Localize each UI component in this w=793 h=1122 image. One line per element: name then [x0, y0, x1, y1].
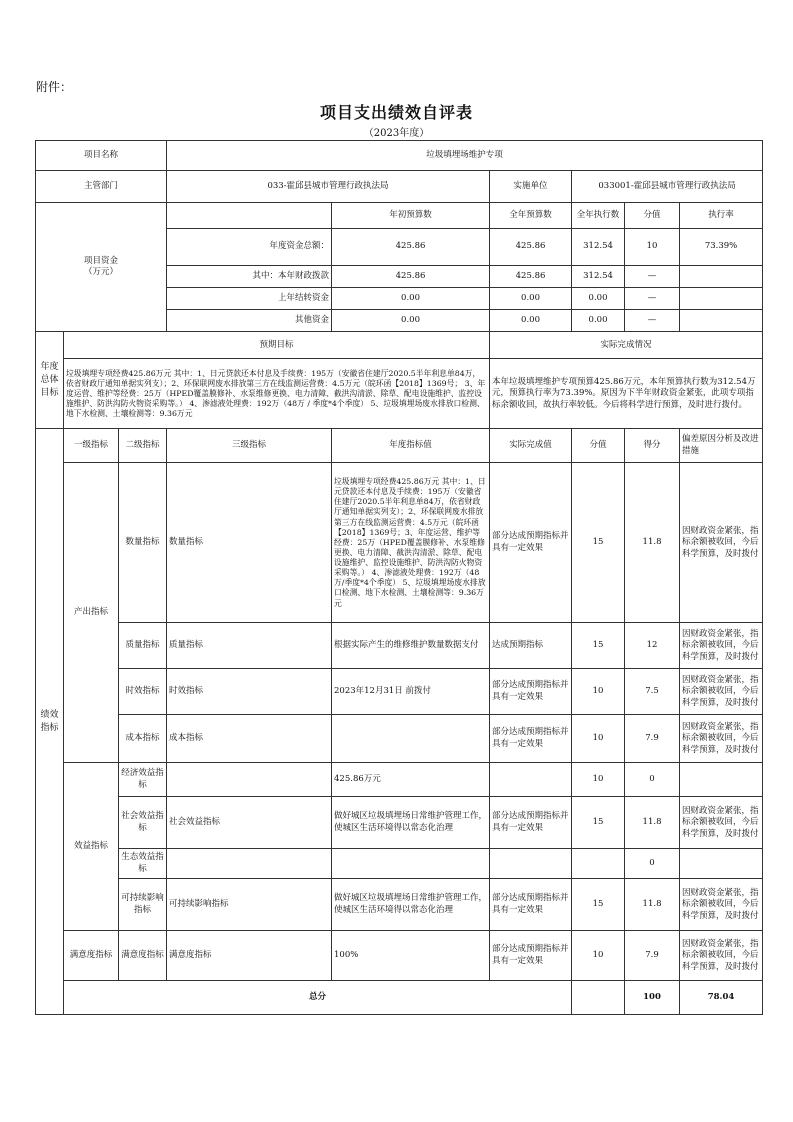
page-title: 项目支出绩效自评表	[319, 103, 473, 122]
ind-l3	[167, 763, 332, 797]
ind-l2: 数量指标	[119, 463, 167, 623]
ind-actual: 部分达成预期指标并具有一定效果	[490, 879, 572, 931]
ind-header-target: 年度指标值	[332, 429, 490, 463]
ind-actual	[490, 849, 572, 879]
funds-header-initial: 年初预算数	[332, 203, 490, 229]
ind-l2: 成本指标	[119, 715, 167, 763]
ind-header-l2: 二级指标	[119, 429, 167, 463]
ind-target: 做好城区垃圾填埋场日常维护管理工作，使城区生活环境得以常态化治理	[332, 797, 490, 849]
ind-score: 0	[625, 763, 680, 797]
indicators-side-label: 绩效指标	[36, 429, 64, 1015]
table-row	[36, 849, 763, 879]
ind-l2: 生态效益指标	[119, 849, 167, 879]
project-name-label: 项目名称	[36, 141, 167, 171]
impl-label: 实施单位	[490, 171, 572, 203]
ind-target: 做好城区垃圾填埋场日常维护管理工作，使城区生活环境得以常态化治理	[332, 879, 490, 931]
funds-label: 项目资金 （万元）	[36, 203, 167, 332]
ind-score: 11.8	[625, 879, 680, 931]
ind-l3	[167, 849, 332, 879]
output-indicator-label: 产出指标	[64, 463, 119, 763]
ind-l2: 满意度指标	[119, 931, 167, 981]
ind-actual: 部分达成预期指标并具有一定效果	[490, 797, 572, 849]
ind-actual: 部分达成预期指标并具有一定效果	[490, 931, 572, 981]
ind-target	[332, 849, 490, 879]
funds-initial: 0.00	[332, 310, 490, 332]
total-label: 总分	[64, 981, 572, 1015]
ind-target: 100%	[332, 931, 490, 981]
ind-reason: 因财政资金紧张，指标余额被收回，今后科学预算，及时拨付	[680, 463, 763, 623]
funds-row-label: 年度资金总额：	[167, 228, 332, 265]
actual-completion-text: 本年垃圾填埋维护专项预算425.86万元，本年预算执行数为312.54万元，预算执行率为73.39%。原因为下半年财政资金紧张，此项专项指标余额收回，故执行率较低。今后将科学进行预算，及时进行拨付。	[490, 359, 763, 429]
impl-value: 033001-霍邱县城市管理行政执法局	[572, 171, 763, 203]
ind-score: 0	[625, 849, 680, 879]
funds-header-rate-score	[680, 203, 763, 229]
funds-annual: 0.00	[490, 288, 572, 310]
total-row	[36, 981, 763, 1015]
attachment-label: 附件：	[36, 80, 73, 94]
ind-score: 11.8	[625, 797, 680, 849]
ind-score: 12	[625, 623, 680, 669]
funds-header-rate: 执行率	[708, 209, 734, 220]
funds-executed: 312.54	[572, 228, 625, 265]
funds-rate	[680, 288, 763, 310]
table-row	[36, 715, 763, 763]
expected-goal-header: 预期目标	[64, 332, 490, 359]
funds-initial: 0.00	[332, 288, 490, 310]
ind-reason: 因财政资金紧张，指标余额被收回，今后科学预算，及时拨付	[680, 669, 763, 715]
funds-rate	[680, 310, 763, 332]
ind-header-value: 分值	[572, 429, 625, 463]
ind-header-l3: 三级指标	[167, 429, 332, 463]
table-row	[36, 463, 763, 623]
ind-target: 2023年12月31日 前拨付	[332, 669, 490, 715]
funds-initial: 425.86	[332, 266, 490, 288]
ind-header-actual: 实际完成值	[490, 429, 572, 463]
ind-reason: 因财政资金紧张，指标余额被收回，今后科学预算，及时拨付	[680, 623, 763, 669]
funds-row-label: 其他资金	[167, 310, 332, 332]
funds-annual: 425.86	[490, 228, 572, 265]
ind-value: 15	[572, 463, 625, 623]
project-name: 垃圾填埋场维护专项	[167, 141, 763, 171]
funds-initial: 425.86	[332, 228, 490, 265]
ind-value: 10	[572, 763, 625, 797]
actual-completion-header: 实际完成情况	[490, 332, 763, 359]
funds-header-value: 分值	[625, 203, 680, 229]
funds-executed: 0.00	[572, 288, 625, 310]
ind-reason: 因财政资金紧张，指标余额被收回，今后科学预算，及时拨付	[680, 931, 763, 981]
ind-l3: 社会效益指标	[167, 797, 332, 849]
ind-l3: 满意度指标	[167, 931, 332, 981]
ind-score: 7.5	[625, 669, 680, 715]
funds-row-label: 上年结转资金	[167, 288, 332, 310]
ind-target: 425.86万元	[332, 763, 490, 797]
ind-l3: 数量指标	[167, 463, 332, 623]
ind-value	[572, 849, 625, 879]
ind-l3: 时效指标	[167, 669, 332, 715]
self-evaluation-table	[35, 140, 763, 1015]
funds-rate: 73.39%	[680, 228, 763, 265]
benefit-indicator-label: 效益指标	[64, 763, 119, 931]
ind-actual: 部分达成预期指标并具有一定效果	[490, 669, 572, 715]
ind-actual: 部分达成预期指标并具有一定效果	[490, 715, 572, 763]
table-row	[36, 669, 763, 715]
ind-reason	[680, 763, 763, 797]
ind-score: 7.9	[625, 931, 680, 981]
ind-l3: 成本指标	[167, 715, 332, 763]
ind-reason: 因财政资金紧张，指标余额被收回，今后科学预算，及时拨付	[680, 879, 763, 931]
ind-l2: 社会效益指标	[119, 797, 167, 849]
ind-value: 15	[572, 797, 625, 849]
table-row	[36, 763, 763, 797]
table-row	[36, 879, 763, 931]
ind-value: 10	[572, 669, 625, 715]
funds-header-annual: 全年预算数	[490, 203, 572, 229]
ind-reason: 因财政资金紧张，指标余额被收回，今后科学预算，及时拨付	[680, 797, 763, 849]
dept-value: 033-霍邱县城市管理行政执法局	[167, 171, 490, 203]
ind-l2: 时效指标	[119, 669, 167, 715]
ind-actual: 达成预期指标	[490, 623, 572, 669]
funds-rate	[680, 266, 763, 288]
ind-l2: 经济效益指标	[119, 763, 167, 797]
report-year: （2023年度）	[363, 128, 430, 139]
funds-score-value: —	[625, 266, 680, 288]
funds-executed: 312.54	[572, 266, 625, 288]
ind-l3: 质量指标	[167, 623, 332, 669]
satisfaction-indicator-label: 满意度指标	[64, 931, 119, 981]
funds-annual: 0.00	[490, 310, 572, 332]
ind-header-reason: 偏差原因分析及改进措施	[680, 429, 763, 463]
ind-l3: 可持续影响指标	[167, 879, 332, 931]
funds-score-value: 10	[625, 228, 680, 265]
ind-actual	[490, 763, 572, 797]
ind-value: 15	[572, 879, 625, 931]
table-row	[36, 931, 763, 981]
funds-score-value: —	[625, 310, 680, 332]
goals-side-label: 年度总体目标	[36, 332, 64, 429]
funds-header-blank	[167, 203, 332, 229]
ind-score: 11.8	[625, 463, 680, 623]
ind-header-l1: 一级指标	[64, 429, 119, 463]
funds-header-executed: 全年执行数	[572, 203, 625, 229]
table-row	[36, 797, 763, 849]
total-score: 78.04	[680, 981, 763, 1015]
ind-value: 10	[572, 715, 625, 763]
funds-score-value: —	[625, 288, 680, 310]
total-value: 100	[625, 981, 680, 1015]
table-row	[36, 623, 763, 669]
expected-goal-text: 垃圾填埋专项经费425.86万元 其中：1、日元贷款还本付息及手续费：195万（安徽省住建厅2020.5半年利息单84万，依省财政厅通知单据实列支）；2、环保联网废水排放第三方在线监测运营费：4.5万元（皖环函【2018】1369号； 3、年度运营、维护等经费：25万（HPED覆盖膜修补、水泵维修更换、电力清障、截洪沟清淤、除草、配电设施维护、监控设施维护、防洪沟防火物资采购等。） 4、渗滤液处理费：192万（48万 / 季度*4个季度） 5、垃圾填埋场废水排放口检测、地下水检测、土壤检测等：9.36万元	[64, 359, 490, 429]
total-blank	[572, 981, 625, 1015]
ind-score: 7.9	[625, 715, 680, 763]
funds-annual: 425.86	[490, 266, 572, 288]
ind-value: 10	[572, 931, 625, 981]
funds-executed: 0.00	[572, 310, 625, 332]
funds-row-label: 其中：本年财政拨款	[167, 266, 332, 288]
dept-label: 主管部门	[36, 171, 167, 203]
ind-header-score: 得分	[625, 429, 680, 463]
ind-reason: 因财政资金紧张，指标余额被收回，今后科学预算，及时拨付	[680, 715, 763, 763]
ind-target	[332, 715, 490, 763]
ind-reason	[680, 849, 763, 879]
ind-l2: 可持续影响指标	[119, 879, 167, 931]
ind-target: 垃圾填埋专项经费425.86万元 其中：1、日元贷款还本付息及手续费：195万（安徽省住建厅2020.5半年利息单84万，依省财政厅通知单据实列支）；2、环保联网废水排放第三方在线监测运营费：4.5万元（皖环函【2018】1369号；3、年度运营、维护等经费：25万（HPED覆盖膜修补、水泵维修更换、电力清障、截洪沟清淤、除草、配电设施维护、监控设施维护、防洪沟防火物资采购等。） 4、渗滤液处理费：192万（48万/季度*4个季度） 5、垃圾填埋场废水排放口检测、地下水检测、土壤检测等：9.36万元	[332, 463, 490, 623]
ind-actual: 部分达成预期指标并具有一定效果	[490, 463, 572, 623]
ind-target: 根据实际产生的维修维护数量数据支付	[332, 623, 490, 669]
ind-l2: 质量指标	[119, 623, 167, 669]
ind-value: 15	[572, 623, 625, 669]
